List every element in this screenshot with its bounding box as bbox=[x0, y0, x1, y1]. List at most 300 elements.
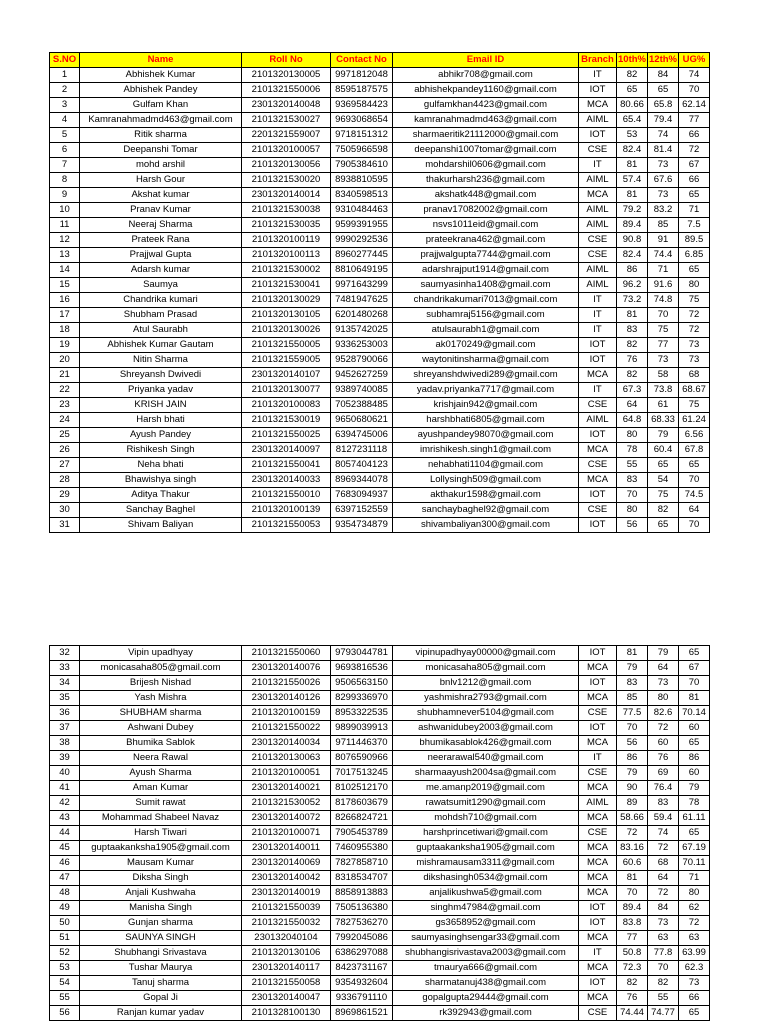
cell-email: chandrikakumari7013@gmail.com bbox=[393, 293, 579, 308]
cell-name: Ayush Pandey bbox=[80, 428, 242, 443]
cell-contact: 8938810595 bbox=[331, 173, 393, 188]
cell-roll-no: 2301320140034 bbox=[242, 736, 331, 751]
cell-ug: 70 bbox=[679, 83, 710, 98]
cell-roll-no: 2101321530020 bbox=[242, 173, 331, 188]
cell-10th: 79 bbox=[617, 766, 648, 781]
cell-ug: 68.67 bbox=[679, 383, 710, 398]
cell-12th: 68 bbox=[648, 856, 679, 871]
cell-name: KRISH JAIN bbox=[80, 398, 242, 413]
cell-sno: 4 bbox=[50, 113, 80, 128]
cell-branch: IT bbox=[579, 383, 617, 398]
cell-branch: IOT bbox=[579, 128, 617, 143]
cell-email: thakurharsh236@gmail.com bbox=[393, 173, 579, 188]
cell-branch: MCA bbox=[579, 856, 617, 871]
cell-10th: 86 bbox=[617, 751, 648, 766]
cell-10th: 89.4 bbox=[617, 218, 648, 233]
cell-branch: MCA bbox=[579, 473, 617, 488]
table-row bbox=[50, 143, 710, 158]
cell-contact: 8057404123 bbox=[331, 458, 393, 473]
cell-branch: IT bbox=[579, 323, 617, 338]
table-row bbox=[50, 353, 710, 368]
cell-12th: 74.4 bbox=[648, 248, 679, 263]
cell-10th: 53 bbox=[617, 128, 648, 143]
cell-12th: 72 bbox=[648, 841, 679, 856]
cell-email: mohdarshil0606@gmail.com bbox=[393, 158, 579, 173]
table-row bbox=[50, 233, 710, 248]
cell-branch: CSE bbox=[579, 1006, 617, 1021]
cell-contact: 9528790066 bbox=[331, 353, 393, 368]
cell-branch: MCA bbox=[579, 98, 617, 113]
table-row bbox=[50, 248, 710, 263]
cell-10th: 74.44 bbox=[617, 1006, 648, 1021]
cell-sno: 41 bbox=[50, 781, 80, 796]
cell-roll-no: 2101321550053 bbox=[242, 518, 331, 533]
cell-email: pranav17082002@gmail.com bbox=[393, 203, 579, 218]
cell-sno: 52 bbox=[50, 946, 80, 961]
cell-email: nsvs1011eid@gmail.com bbox=[393, 218, 579, 233]
cell-12th: 60.4 bbox=[648, 443, 679, 458]
cell-roll-no: 2201321559007 bbox=[242, 128, 331, 143]
cell-ug: 66 bbox=[679, 173, 710, 188]
cell-10th: 80 bbox=[617, 428, 648, 443]
cell-contact: 9718151312 bbox=[331, 128, 393, 143]
cell-roll-no: 2101321550006 bbox=[242, 83, 331, 98]
cell-roll-no: 2101320100113 bbox=[242, 248, 331, 263]
cell-sno: 10 bbox=[50, 203, 80, 218]
cell-sno: 22 bbox=[50, 383, 80, 398]
table-row bbox=[50, 263, 710, 278]
cell-contact: 7827858710 bbox=[331, 856, 393, 871]
cell-10th: 50.8 bbox=[617, 946, 648, 961]
cell-12th: 61 bbox=[648, 398, 679, 413]
cell-sno: 47 bbox=[50, 871, 80, 886]
cell-roll-no: 2101321530002 bbox=[242, 263, 331, 278]
cell-name: Ritik sharma bbox=[80, 128, 242, 143]
cell-branch: MCA bbox=[579, 841, 617, 856]
cell-contact: 6386297088 bbox=[331, 946, 393, 961]
cell-ug: 65 bbox=[679, 736, 710, 751]
cell-10th: 85 bbox=[617, 691, 648, 706]
col-header-12th: 12th% bbox=[648, 53, 679, 68]
cell-12th: 82 bbox=[648, 976, 679, 991]
cell-email: ashwanidubey2003@gmail.com bbox=[393, 721, 579, 736]
cell-roll-no: 2301320140011 bbox=[242, 841, 331, 856]
cell-branch: IT bbox=[579, 751, 617, 766]
cell-branch: IOT bbox=[579, 976, 617, 991]
cell-contact: 8102512170 bbox=[331, 781, 393, 796]
cell-12th: 83.2 bbox=[648, 203, 679, 218]
cell-sno: 2 bbox=[50, 83, 80, 98]
cell-12th: 81.4 bbox=[648, 143, 679, 158]
cell-name: Vipin upadhyay bbox=[80, 646, 242, 661]
table-row bbox=[50, 413, 710, 428]
cell-12th: 68.33 bbox=[648, 413, 679, 428]
cell-10th: 64.8 bbox=[617, 413, 648, 428]
cell-ug: 70.11 bbox=[679, 856, 710, 871]
cell-contact: 8969344078 bbox=[331, 473, 393, 488]
cell-sno: 36 bbox=[50, 706, 80, 721]
cell-ug: 72 bbox=[679, 916, 710, 931]
cell-branch: CSE bbox=[579, 766, 617, 781]
cell-name: Aditya Thakur bbox=[80, 488, 242, 503]
cell-10th: 82.4 bbox=[617, 143, 648, 158]
table-row bbox=[50, 976, 710, 991]
cell-roll-no: 2101321550026 bbox=[242, 676, 331, 691]
cell-ug: 65 bbox=[679, 646, 710, 661]
cell-sno: 44 bbox=[50, 826, 80, 841]
cell-branch: MCA bbox=[579, 871, 617, 886]
cell-12th: 71 bbox=[648, 263, 679, 278]
cell-email: yadav.priyanka7717@gmail.com bbox=[393, 383, 579, 398]
cell-10th: 70 bbox=[617, 488, 648, 503]
cell-name: SAUNYA SINGH bbox=[80, 931, 242, 946]
cell-name: Yash Mishra bbox=[80, 691, 242, 706]
cell-sno: 45 bbox=[50, 841, 80, 856]
table-row bbox=[50, 128, 710, 143]
cell-branch: MCA bbox=[579, 931, 617, 946]
cell-ug: 6.56 bbox=[679, 428, 710, 443]
cell-10th: 79.2 bbox=[617, 203, 648, 218]
cell-roll-no: 2301320140069 bbox=[242, 856, 331, 871]
cell-10th: 83.16 bbox=[617, 841, 648, 856]
cell-roll-no: 2101320130029 bbox=[242, 293, 331, 308]
cell-12th: 69 bbox=[648, 766, 679, 781]
cell-roll-no: 2101321530038 bbox=[242, 203, 331, 218]
cell-roll-no: 2301320140076 bbox=[242, 661, 331, 676]
cell-roll-no: 2101320130105 bbox=[242, 308, 331, 323]
col-header-branch: Branch bbox=[579, 53, 617, 68]
cell-12th: 65 bbox=[648, 83, 679, 98]
table-row bbox=[50, 766, 710, 781]
cell-contact: 9369584423 bbox=[331, 98, 393, 113]
cell-contact: 9354734879 bbox=[331, 518, 393, 533]
cell-name: Shubham Prasad bbox=[80, 308, 242, 323]
cell-10th: 72 bbox=[617, 826, 648, 841]
cell-ug: 63 bbox=[679, 931, 710, 946]
table-row bbox=[50, 173, 710, 188]
cell-10th: 60.6 bbox=[617, 856, 648, 871]
cell-branch: IOT bbox=[579, 646, 617, 661]
cell-12th: 73 bbox=[648, 158, 679, 173]
cell-ug: 60 bbox=[679, 766, 710, 781]
table-row bbox=[50, 871, 710, 886]
cell-email: subhamraj5156@gmail.com bbox=[393, 308, 579, 323]
table-row bbox=[50, 518, 710, 533]
table-row bbox=[50, 646, 710, 661]
cell-sno: 34 bbox=[50, 676, 80, 691]
cell-contact: 8127231118 bbox=[331, 443, 393, 458]
cell-name: Aman Kumar bbox=[80, 781, 242, 796]
cell-contact: 9650680621 bbox=[331, 413, 393, 428]
cell-12th: 85 bbox=[648, 218, 679, 233]
cell-name: Sumit rawat bbox=[80, 796, 242, 811]
cell-email: dikshasingh0534@gmail.com bbox=[393, 871, 579, 886]
cell-name: Kamranahmadmd463@gmail.com bbox=[80, 113, 242, 128]
cell-10th: 56 bbox=[617, 518, 648, 533]
cell-12th: 73 bbox=[648, 676, 679, 691]
cell-name: Mohammad Shabeel Navaz bbox=[80, 811, 242, 826]
cell-branch: CSE bbox=[579, 398, 617, 413]
cell-branch: IOT bbox=[579, 428, 617, 443]
table-row bbox=[50, 188, 710, 203]
cell-name: Shivam Baliyan bbox=[80, 518, 242, 533]
table-row bbox=[50, 661, 710, 676]
cell-ug: 74 bbox=[679, 68, 710, 83]
cell-roll-no: 2301320140072 bbox=[242, 811, 331, 826]
cell-sno: 3 bbox=[50, 98, 80, 113]
cell-branch: IT bbox=[579, 293, 617, 308]
cell-name: Mausam Kumar bbox=[80, 856, 242, 871]
cell-roll-no: 2301320140107 bbox=[242, 368, 331, 383]
cell-contact: 9336791110 bbox=[331, 991, 393, 1006]
cell-ug: 70 bbox=[679, 518, 710, 533]
cell-ug: 68 bbox=[679, 368, 710, 383]
cell-roll-no: 2101320130026 bbox=[242, 323, 331, 338]
table-row bbox=[50, 736, 710, 751]
table-row bbox=[50, 323, 710, 338]
cell-ug: 67.8 bbox=[679, 443, 710, 458]
cell-email: harshbhati6805@gmail.com bbox=[393, 413, 579, 428]
cell-email: ayushpandey98070@gmail.com bbox=[393, 428, 579, 443]
cell-email: shubhamnever5104@gmail.com bbox=[393, 706, 579, 721]
cell-10th: 57.4 bbox=[617, 173, 648, 188]
cell-roll-no: 2101321530019 bbox=[242, 413, 331, 428]
cell-branch: MCA bbox=[579, 991, 617, 1006]
cell-12th: 76.4 bbox=[648, 781, 679, 796]
cell-roll-no: 2301320140097 bbox=[242, 443, 331, 458]
cell-roll-no: 2101320100071 bbox=[242, 826, 331, 841]
cell-roll-no: 2301320140042 bbox=[242, 871, 331, 886]
cell-contact: 9389740085 bbox=[331, 383, 393, 398]
cell-contact: 8076590966 bbox=[331, 751, 393, 766]
cell-12th: 74.8 bbox=[648, 293, 679, 308]
cell-roll-no: 2101321550005 bbox=[242, 338, 331, 353]
cell-roll-no: 2101321530035 bbox=[242, 218, 331, 233]
cell-12th: 83 bbox=[648, 796, 679, 811]
cell-12th: 73 bbox=[648, 916, 679, 931]
cell-branch: IT bbox=[579, 308, 617, 323]
cell-contact: 9693816536 bbox=[331, 661, 393, 676]
cell-10th: 64 bbox=[617, 398, 648, 413]
cell-email: sharmaeritik21112000@gmail.com bbox=[393, 128, 579, 143]
cell-sno: 13 bbox=[50, 248, 80, 263]
cell-email: vipinupadhyay00000@gmail.com bbox=[393, 646, 579, 661]
cell-email: shreyanshdwivedi289@gmail.com bbox=[393, 368, 579, 383]
cell-10th: 90.8 bbox=[617, 233, 648, 248]
table-row bbox=[50, 428, 710, 443]
cell-ug: 65 bbox=[679, 458, 710, 473]
cell-contact: 7460955380 bbox=[331, 841, 393, 856]
cell-12th: 75 bbox=[648, 488, 679, 503]
cell-branch: MCA bbox=[579, 811, 617, 826]
table-row bbox=[50, 946, 710, 961]
cell-email: akthakur1598@gmail.com bbox=[393, 488, 579, 503]
cell-ug: 89.5 bbox=[679, 233, 710, 248]
cell-10th: 56 bbox=[617, 736, 648, 751]
cell-12th: 91.6 bbox=[648, 278, 679, 293]
cell-sno: 50 bbox=[50, 916, 80, 931]
cell-sno: 27 bbox=[50, 458, 80, 473]
cell-ug: 65 bbox=[679, 263, 710, 278]
cell-roll-no: 2101320100083 bbox=[242, 398, 331, 413]
cell-name: Shreyansh Dwivedi bbox=[80, 368, 242, 383]
cell-email: deepanshi1007tomar@gmail.com bbox=[393, 143, 579, 158]
cell-email: krishjain942@gmail.com bbox=[393, 398, 579, 413]
cell-contact: 9135742025 bbox=[331, 323, 393, 338]
cell-contact: 9599391955 bbox=[331, 218, 393, 233]
cell-ug: 77 bbox=[679, 113, 710, 128]
cell-sno: 15 bbox=[50, 278, 80, 293]
cell-12th: 67.6 bbox=[648, 173, 679, 188]
cell-10th: 81 bbox=[617, 646, 648, 661]
cell-name: Gunjan sharma bbox=[80, 916, 242, 931]
table-row bbox=[50, 278, 710, 293]
cell-contact: 8266824721 bbox=[331, 811, 393, 826]
cell-name: Diksha Singh bbox=[80, 871, 242, 886]
table-row bbox=[50, 398, 710, 413]
cell-contact: 9506563150 bbox=[331, 676, 393, 691]
cell-email: kamranahmadmd463@gmail.com bbox=[393, 113, 579, 128]
cell-12th: 63 bbox=[648, 931, 679, 946]
cell-10th: 70 bbox=[617, 721, 648, 736]
cell-contact: 8810649195 bbox=[331, 263, 393, 278]
cell-10th: 82 bbox=[617, 68, 648, 83]
cell-email: sanchaybaghel92@gmail.com bbox=[393, 503, 579, 518]
cell-email: nehabhati1104@gmail.com bbox=[393, 458, 579, 473]
cell-branch: IT bbox=[579, 946, 617, 961]
table-row bbox=[50, 443, 710, 458]
cell-ug: 72 bbox=[679, 323, 710, 338]
cell-roll-no: 2101321550039 bbox=[242, 901, 331, 916]
cell-roll-no: 2301320140048 bbox=[242, 98, 331, 113]
cell-branch: IOT bbox=[579, 916, 617, 931]
cell-sno: 6 bbox=[50, 143, 80, 158]
cell-ug: 65 bbox=[679, 1006, 710, 1021]
table-row bbox=[50, 826, 710, 841]
cell-roll-no: 2101320100057 bbox=[242, 143, 331, 158]
cell-ug: 79 bbox=[679, 781, 710, 796]
cell-contact: 8318534707 bbox=[331, 871, 393, 886]
cell-sno: 56 bbox=[50, 1006, 80, 1021]
cell-roll-no: 2301320140019 bbox=[242, 886, 331, 901]
cell-branch: CSE bbox=[579, 503, 617, 518]
cell-contact: 8595187575 bbox=[331, 83, 393, 98]
cell-name: Gopal Ji bbox=[80, 991, 242, 1006]
cell-contact: 8969861521 bbox=[331, 1006, 393, 1021]
cell-ug: 66 bbox=[679, 128, 710, 143]
cell-email: monicasaha805@gmail.com bbox=[393, 661, 579, 676]
cell-12th: 58 bbox=[648, 368, 679, 383]
cell-name: Ashwani Dubey bbox=[80, 721, 242, 736]
cell-sno: 38 bbox=[50, 736, 80, 751]
cell-sno: 43 bbox=[50, 811, 80, 826]
cell-contact: 7683094937 bbox=[331, 488, 393, 503]
cell-branch: CSE bbox=[579, 233, 617, 248]
cell-12th: 65 bbox=[648, 458, 679, 473]
cell-contact: 7992045086 bbox=[331, 931, 393, 946]
cell-branch: CSE bbox=[579, 248, 617, 263]
cell-name: Deepanshi Tomar bbox=[80, 143, 242, 158]
cell-branch: IT bbox=[579, 68, 617, 83]
cell-10th: 82 bbox=[617, 338, 648, 353]
table-row bbox=[50, 83, 710, 98]
cell-10th: 83 bbox=[617, 676, 648, 691]
cell-contact: 8299336970 bbox=[331, 691, 393, 706]
cell-12th: 65 bbox=[648, 518, 679, 533]
cell-contact: 9354932604 bbox=[331, 976, 393, 991]
cell-12th: 54 bbox=[648, 473, 679, 488]
cell-12th: 75 bbox=[648, 323, 679, 338]
cell-12th: 91 bbox=[648, 233, 679, 248]
cell-branch: IT bbox=[579, 158, 617, 173]
cell-10th: 96.2 bbox=[617, 278, 648, 293]
cell-contact: 8340598513 bbox=[331, 188, 393, 203]
cell-name: Prateek Rana bbox=[80, 233, 242, 248]
cell-10th: 65.4 bbox=[617, 113, 648, 128]
cell-ug: 64 bbox=[679, 503, 710, 518]
cell-ug: 63.99 bbox=[679, 946, 710, 961]
cell-ug: 62.14 bbox=[679, 98, 710, 113]
cell-name: Neha bhati bbox=[80, 458, 242, 473]
cell-contact: 7827536270 bbox=[331, 916, 393, 931]
cell-ug: 75 bbox=[679, 293, 710, 308]
cell-email: neerarawal540@gmail.com bbox=[393, 751, 579, 766]
cell-name: SHUBHAM sharma bbox=[80, 706, 242, 721]
cell-12th: 59.4 bbox=[648, 811, 679, 826]
cell-sno: 28 bbox=[50, 473, 80, 488]
cell-roll-no: 2101320130077 bbox=[242, 383, 331, 398]
cell-roll-no: 2101321550025 bbox=[242, 428, 331, 443]
cell-roll-no: 2101321559005 bbox=[242, 353, 331, 368]
cell-12th: 80 bbox=[648, 691, 679, 706]
cell-sno: 5 bbox=[50, 128, 80, 143]
cell-roll-no: 2101320100159 bbox=[242, 706, 331, 721]
cell-ug: 67 bbox=[679, 661, 710, 676]
cell-name: Harsh Tiwari bbox=[80, 826, 242, 841]
cell-contact: 8960277445 bbox=[331, 248, 393, 263]
cell-roll-no: 2101321550010 bbox=[242, 488, 331, 503]
cell-sno: 24 bbox=[50, 413, 80, 428]
cell-12th: 70 bbox=[648, 961, 679, 976]
table-row bbox=[50, 991, 710, 1006]
cell-sno: 32 bbox=[50, 646, 80, 661]
cell-12th: 79 bbox=[648, 646, 679, 661]
cell-contact: 7017513245 bbox=[331, 766, 393, 781]
cell-12th: 74 bbox=[648, 128, 679, 143]
cell-branch: IOT bbox=[579, 338, 617, 353]
cell-name: monicasaha805@gmail.com bbox=[80, 661, 242, 676]
cell-branch: AIML bbox=[579, 796, 617, 811]
cell-12th: 55 bbox=[648, 991, 679, 1006]
cell-sno: 14 bbox=[50, 263, 80, 278]
cell-12th: 73.8 bbox=[648, 383, 679, 398]
cell-ug: 62 bbox=[679, 901, 710, 916]
cell-sno: 54 bbox=[50, 976, 80, 991]
cell-sno: 19 bbox=[50, 338, 80, 353]
cell-ug: 62.3 bbox=[679, 961, 710, 976]
cell-email: adarshrajput1914@gmail.com bbox=[393, 263, 579, 278]
cell-roll-no: 2301320140126 bbox=[242, 691, 331, 706]
cell-10th: 81 bbox=[617, 871, 648, 886]
table-row bbox=[50, 293, 710, 308]
cell-roll-no: 2101320130106 bbox=[242, 946, 331, 961]
cell-name: Rishikesh Singh bbox=[80, 443, 242, 458]
cell-email: singhm47984@gmail.com bbox=[393, 901, 579, 916]
cell-email: tmaurya666@gmail.com bbox=[393, 961, 579, 976]
cell-sno: 23 bbox=[50, 398, 80, 413]
cell-name: Atul Saurabh bbox=[80, 323, 242, 338]
cell-10th: 65 bbox=[617, 83, 648, 98]
